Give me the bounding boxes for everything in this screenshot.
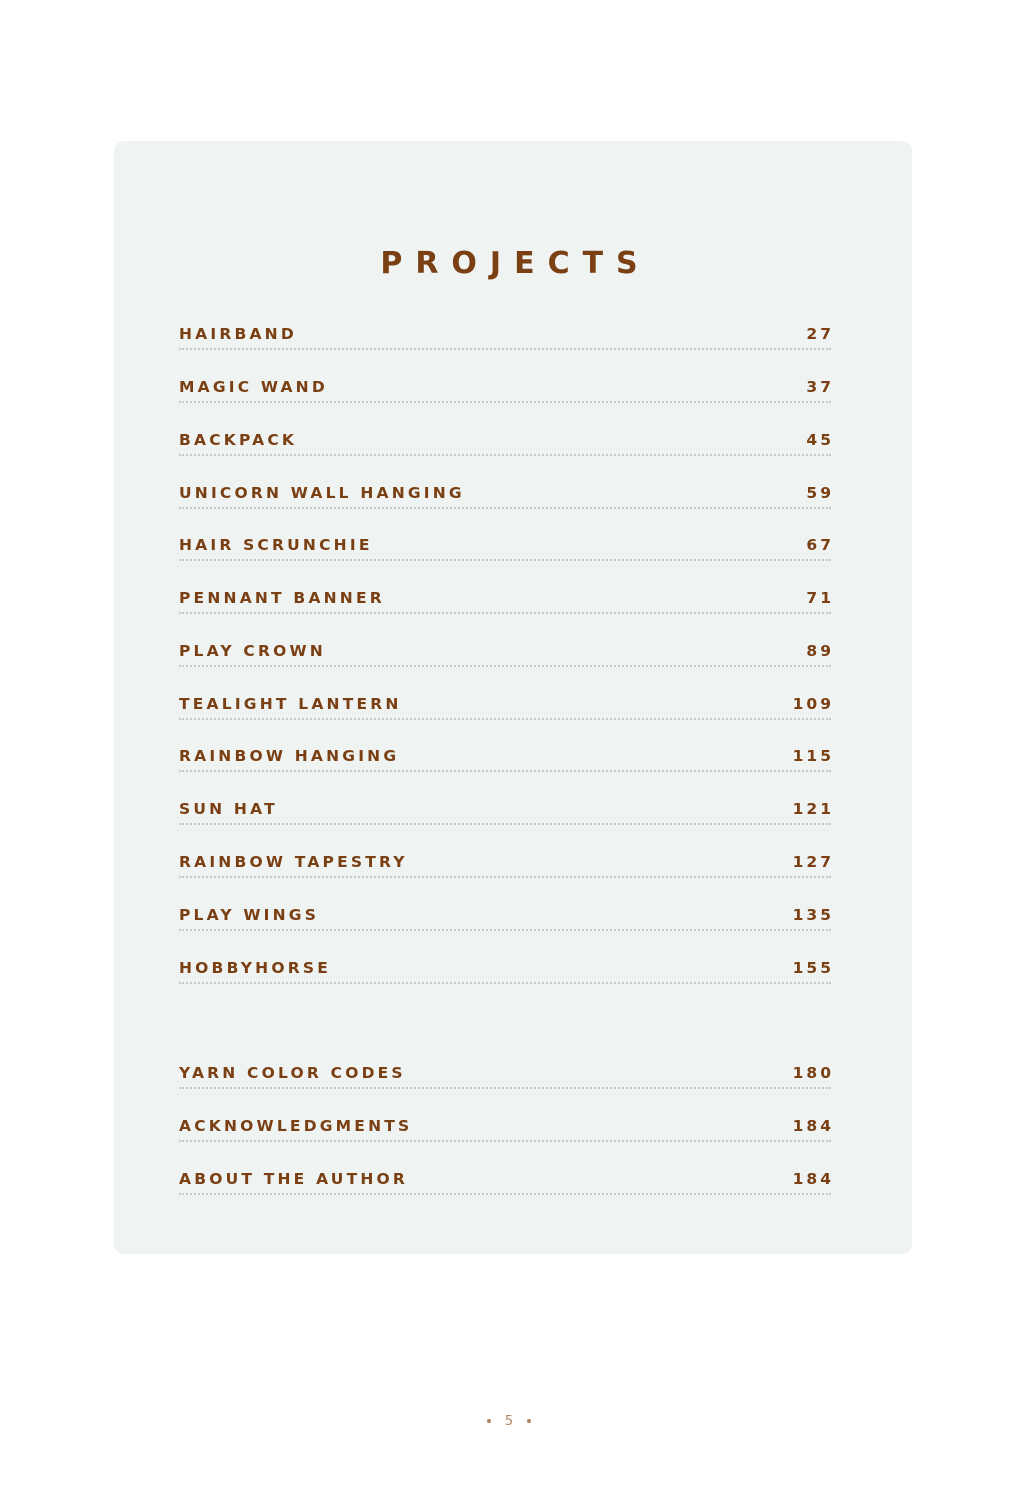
entry-page-number: 45 (798, 430, 834, 450)
dot-leader (179, 770, 831, 772)
entry-page-number: 71 (798, 588, 834, 608)
toc-entry-acknowledgments[interactable] (179, 1116, 834, 1146)
page-title: PROJECTS (380, 246, 651, 281)
dot-leader (179, 718, 831, 720)
entry-page-number: 37 (798, 377, 834, 397)
toc-entry-hobbyhorse[interactable] (179, 958, 834, 988)
bullet-ornament-icon (487, 1419, 491, 1423)
entry-page-number: 121 (785, 799, 834, 819)
dot-leader (179, 507, 831, 509)
dot-leader (179, 823, 831, 825)
toc-entry-hairband[interactable] (179, 324, 834, 354)
entry-title: TEALIGHT LANTERN (179, 694, 410, 714)
toc-entry-tealight-lantern[interactable] (179, 694, 834, 724)
dot-leader (179, 1140, 831, 1142)
entry-title: ACKNOWLEDGMENTS (179, 1116, 420, 1136)
dot-leader (179, 929, 831, 931)
dot-leader (179, 454, 831, 456)
dot-leader (179, 401, 831, 403)
entry-title: RAINBOW TAPESTRY (179, 852, 416, 872)
entry-page-number: 59 (798, 483, 834, 503)
entry-title: SUN HAT (179, 799, 286, 819)
bullet-ornament-icon (527, 1419, 531, 1423)
dot-leader (179, 876, 831, 878)
dot-leader (179, 1193, 831, 1195)
entry-title: RAINBOW HANGING (179, 746, 407, 766)
toc-entry-unicorn-wall-hanging[interactable] (179, 483, 834, 513)
toc-entry-yarn-color-codes[interactable] (179, 1063, 834, 1093)
toc-entry-play-wings[interactable] (179, 905, 834, 935)
entry-title: BACKPACK (179, 430, 305, 450)
toc-entry-about-the-author[interactable] (179, 1169, 834, 1199)
entry-page-number: 135 (785, 905, 834, 925)
entry-title: UNICORN WALL HANGING (179, 483, 473, 503)
entry-title: ABOUT THE AUTHOR (179, 1169, 416, 1189)
entry-page-number: 155 (785, 958, 834, 978)
toc-entry-magic-wand[interactable] (179, 377, 834, 407)
page-folio (0, 1413, 1018, 1431)
dot-leader (179, 612, 831, 614)
toc-entry-pennant-banner[interactable] (179, 588, 834, 618)
toc-entry-play-crown[interactable] (179, 641, 834, 671)
toc-entry-rainbow-tapestry[interactable] (179, 852, 834, 882)
entry-page-number: 67 (798, 535, 834, 555)
dot-leader (179, 982, 831, 984)
dot-leader (179, 348, 831, 350)
entry-page-number: 109 (785, 694, 834, 714)
dot-leader (179, 1087, 831, 1089)
entry-page-number: 115 (785, 746, 834, 766)
entry-title: HAIRBAND (179, 324, 305, 344)
entry-page-number: 180 (785, 1063, 834, 1083)
entry-title: HOBBYHORSE (179, 958, 339, 978)
entry-title: YARN COLOR CODES (179, 1063, 414, 1083)
dot-leader (179, 559, 831, 561)
toc-entry-backpack[interactable] (179, 430, 834, 460)
dot-leader (179, 665, 831, 667)
entry-page-number: 184 (785, 1116, 834, 1136)
toc-entry-hair-scrunchie[interactable] (179, 535, 834, 565)
toc-entry-sun-hat[interactable] (179, 799, 834, 829)
entry-page-number: 184 (785, 1169, 834, 1189)
entry-title: MAGIC WAND (179, 377, 336, 397)
page-number: 5 (504, 1414, 514, 1429)
entry-title: PLAY WINGS (179, 905, 327, 925)
entry-title: PLAY CROWN (179, 641, 334, 661)
entry-page-number: 27 (798, 324, 834, 344)
entry-page-number: 89 (798, 641, 834, 661)
entry-page-number: 127 (785, 852, 834, 872)
entry-title: PENNANT BANNER (179, 588, 393, 608)
toc-entry-rainbow-hanging[interactable] (179, 746, 834, 776)
entry-title: HAIR SCRUNCHIE (179, 535, 381, 555)
